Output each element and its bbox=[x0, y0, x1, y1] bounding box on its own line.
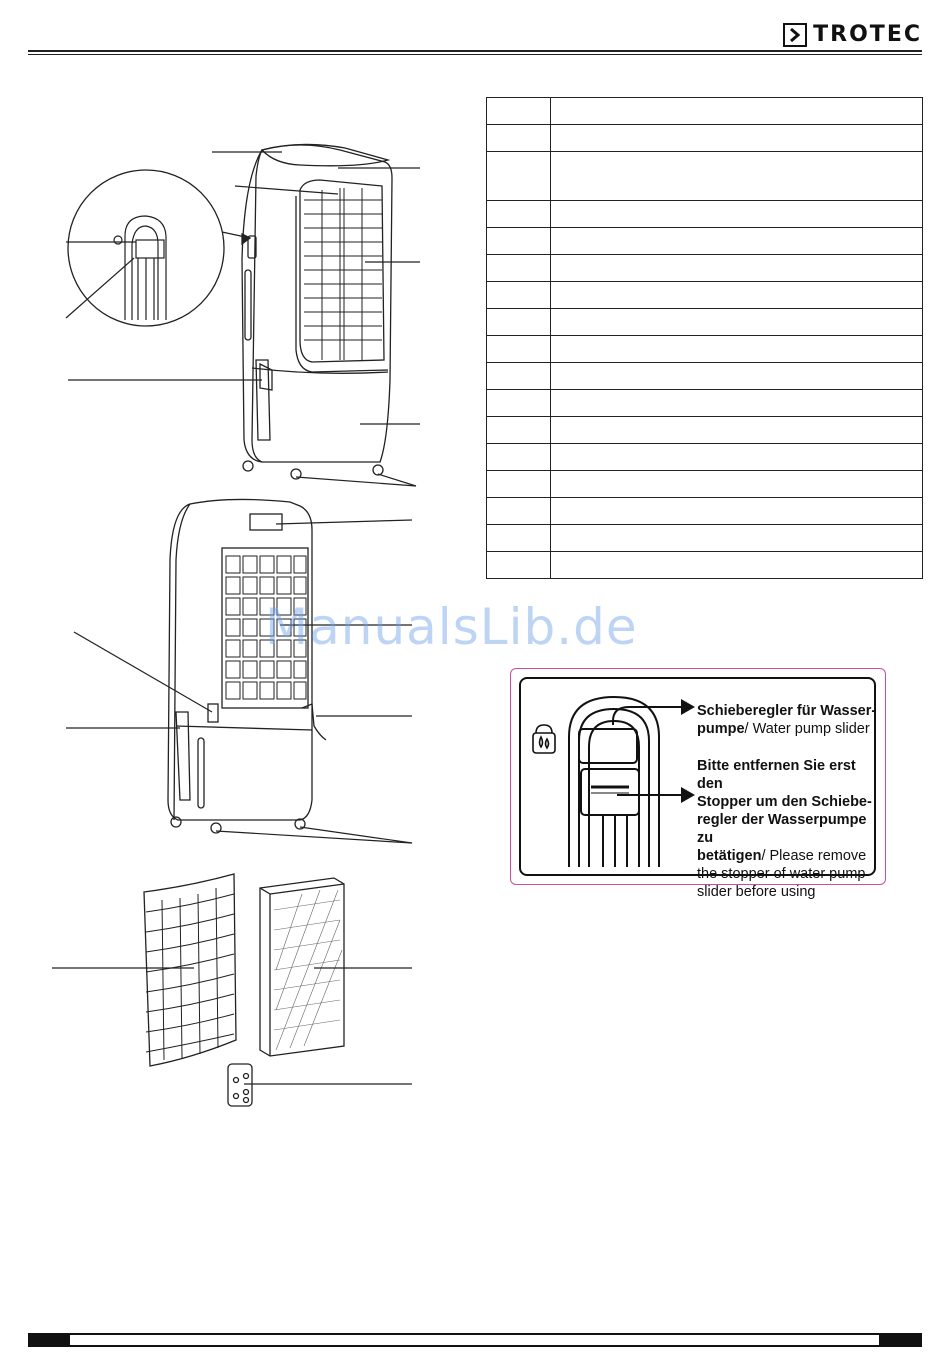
part-name bbox=[551, 228, 923, 255]
part-number bbox=[487, 309, 551, 336]
part-name bbox=[551, 552, 923, 579]
table-row bbox=[487, 152, 923, 201]
table-row bbox=[487, 552, 923, 579]
part-number bbox=[487, 98, 551, 125]
part-number bbox=[487, 444, 551, 471]
table-row bbox=[487, 417, 923, 444]
stopper-label: Bitte entfernen Sie erst den Stopper um den Schiebe- regler der Wasserpumpe zu betätigen/ Please remove the stopper of water pump slider before using bbox=[697, 758, 872, 900]
water-drop-lock-icon bbox=[533, 725, 555, 753]
brand-name: TROTEC bbox=[813, 22, 922, 47]
footer-bar-inner bbox=[70, 1335, 879, 1345]
table-row bbox=[487, 125, 923, 152]
table-row bbox=[487, 309, 923, 336]
part-name bbox=[551, 282, 923, 309]
part-number bbox=[487, 201, 551, 228]
part-name bbox=[551, 471, 923, 498]
pump-label-sticker bbox=[519, 677, 877, 900]
part-name bbox=[551, 363, 923, 390]
part-name bbox=[551, 255, 923, 282]
table-row bbox=[487, 390, 923, 417]
part-number bbox=[487, 498, 551, 525]
part-name bbox=[551, 336, 923, 363]
table-row bbox=[487, 363, 923, 390]
back-view-illustration bbox=[168, 499, 326, 833]
table-row bbox=[487, 228, 923, 255]
part-name bbox=[551, 498, 923, 525]
part-number bbox=[487, 390, 551, 417]
pump-label-panel bbox=[510, 668, 886, 900]
part-number bbox=[487, 255, 551, 282]
part-number bbox=[487, 228, 551, 255]
part-number bbox=[487, 471, 551, 498]
part-name bbox=[551, 309, 923, 336]
table-row bbox=[487, 471, 923, 498]
part-number bbox=[487, 152, 551, 201]
honeycomb-pad-illustration bbox=[260, 878, 344, 1056]
part-name bbox=[551, 125, 923, 152]
watermark: ManualsLib.de bbox=[265, 598, 638, 656]
part-name bbox=[551, 390, 923, 417]
parts-table bbox=[486, 97, 923, 579]
part-name bbox=[551, 201, 923, 228]
part-name bbox=[551, 444, 923, 471]
front-view-illustration bbox=[242, 144, 392, 479]
part-number bbox=[487, 282, 551, 309]
table-row bbox=[487, 498, 923, 525]
table-row bbox=[487, 201, 923, 228]
table-row bbox=[487, 444, 923, 471]
slider-label: Schieberegler für Wasser- pumpe/ Water pump slider bbox=[697, 703, 877, 737]
part-number bbox=[487, 336, 551, 363]
part-number bbox=[487, 417, 551, 444]
table-row bbox=[487, 336, 923, 363]
part-number bbox=[487, 525, 551, 552]
part-name bbox=[551, 525, 923, 552]
part-name bbox=[551, 98, 923, 125]
part-name bbox=[551, 152, 923, 201]
table-row bbox=[487, 282, 923, 309]
table-row bbox=[487, 525, 923, 552]
table-row bbox=[487, 255, 923, 282]
filter-grid-illustration bbox=[144, 874, 236, 1066]
table-row bbox=[487, 98, 923, 125]
part-number bbox=[487, 363, 551, 390]
part-number bbox=[487, 552, 551, 579]
remote-control-illustration bbox=[228, 1064, 412, 1106]
part-number bbox=[487, 125, 551, 152]
part-name bbox=[551, 417, 923, 444]
